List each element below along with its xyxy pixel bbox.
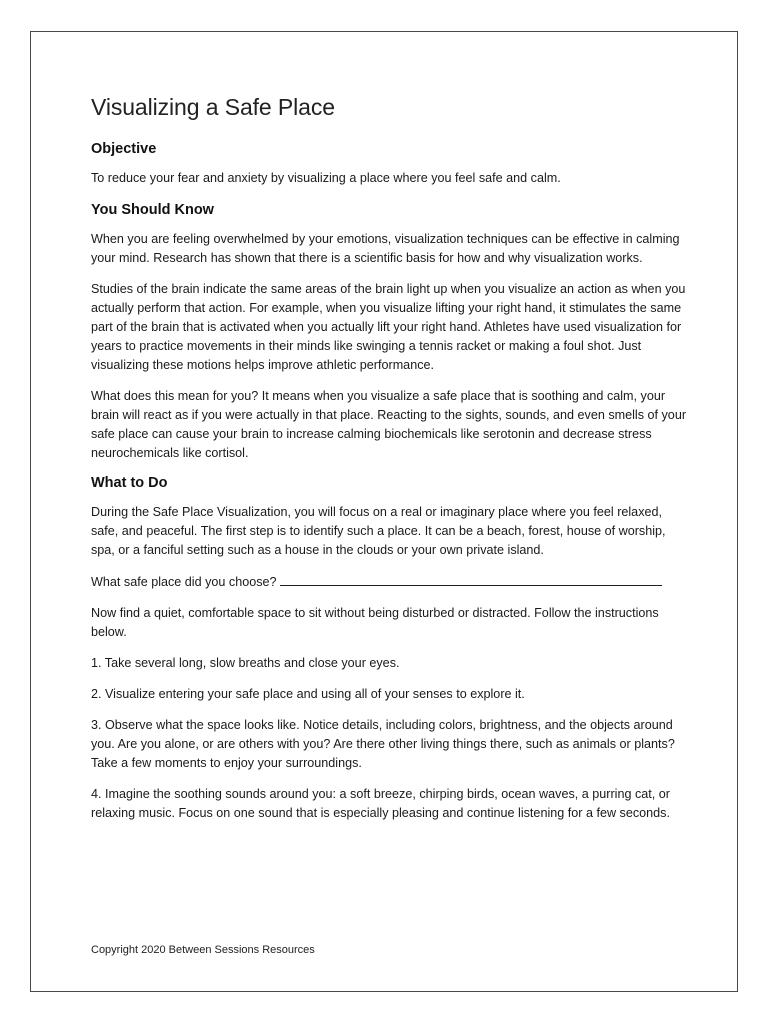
question-line (91, 572, 691, 592)
paragraph: When you are feeling overwhelmed by your emotions, visualization techniques can be effective in calming your mind. Research has shown that there is a scientific basis for how and why visualization works. (91, 232, 680, 265)
document-content (91, 94, 691, 835)
section-heading-objective: Objective (91, 141, 157, 157)
paragraph: What does this mean for you? It means when you visualize a safe place that is soothing and calm, your brain will react as if you were actually in that place. Reacting to the sights, sounds, and even smells of your safe place can cause your brain to increase calming biochemicals like serotonin and decrease stress neurochemicals like cortisol. (91, 389, 687, 460)
paragraph: Studies of the brain indicate the same areas of the brain light up when you visualize an action as when you actually perform that action. For example, when you visualize lifting your right hand, it stimulates the same part of the brain that is activated when you actually lift your right hand. Athletes have used visualization for years to practice movements in their minds like swinging a tennis racket or making a foul shot. Just visualizing these motions helps improve athletic performance. (91, 282, 686, 372)
step-item: 1. Take several long, slow breaths and close your eyes. (91, 656, 400, 670)
paragraph: During the Safe Place Visualization, you will focus on a real or imaginary place where you feel relaxed, safe, and peaceful. The first step is to identify such a place. It can be a beach, forest, house of worship, spa, or a fanciful setting such as a house in the clouds or your own private island. (91, 505, 666, 557)
step-item: 3. Observe what the space looks like. Notice details, including colors, brightness, and the objects around you. Are you alone, or are others with you? Are there other living things there, such as animals or plants? Take a few moments to enjoy your surroundings. (91, 718, 675, 770)
page-title: Visualizing a Safe Place (91, 94, 335, 120)
section-heading-what-to-do: What to Do (91, 475, 168, 491)
step-item: 2. Visualize entering your safe place and using all of your senses to explore it. (91, 687, 525, 701)
objective-text: To reduce your fear and anxiety by visualizing a place where you feel safe and calm. (91, 171, 561, 185)
paragraph: Now find a quiet, comfortable space to sit without being disturbed or distracted. Follow the instructions below. (91, 606, 659, 639)
document-page (30, 31, 738, 992)
answer-blank-line[interactable] (280, 572, 662, 586)
copyright-footer: Copyright 2020 Between Sessions Resources (91, 944, 315, 956)
step-item: 4. Imagine the soothing sounds around you: a soft breeze, chirping birds, ocean waves, a purring cat, or relaxing music. Focus on one sound that is especially pleasing and continue listening for a few seconds. (91, 787, 670, 820)
section-heading-you-should-know: You Should Know (91, 202, 214, 218)
question-label: What safe place did you choose? (91, 575, 277, 589)
